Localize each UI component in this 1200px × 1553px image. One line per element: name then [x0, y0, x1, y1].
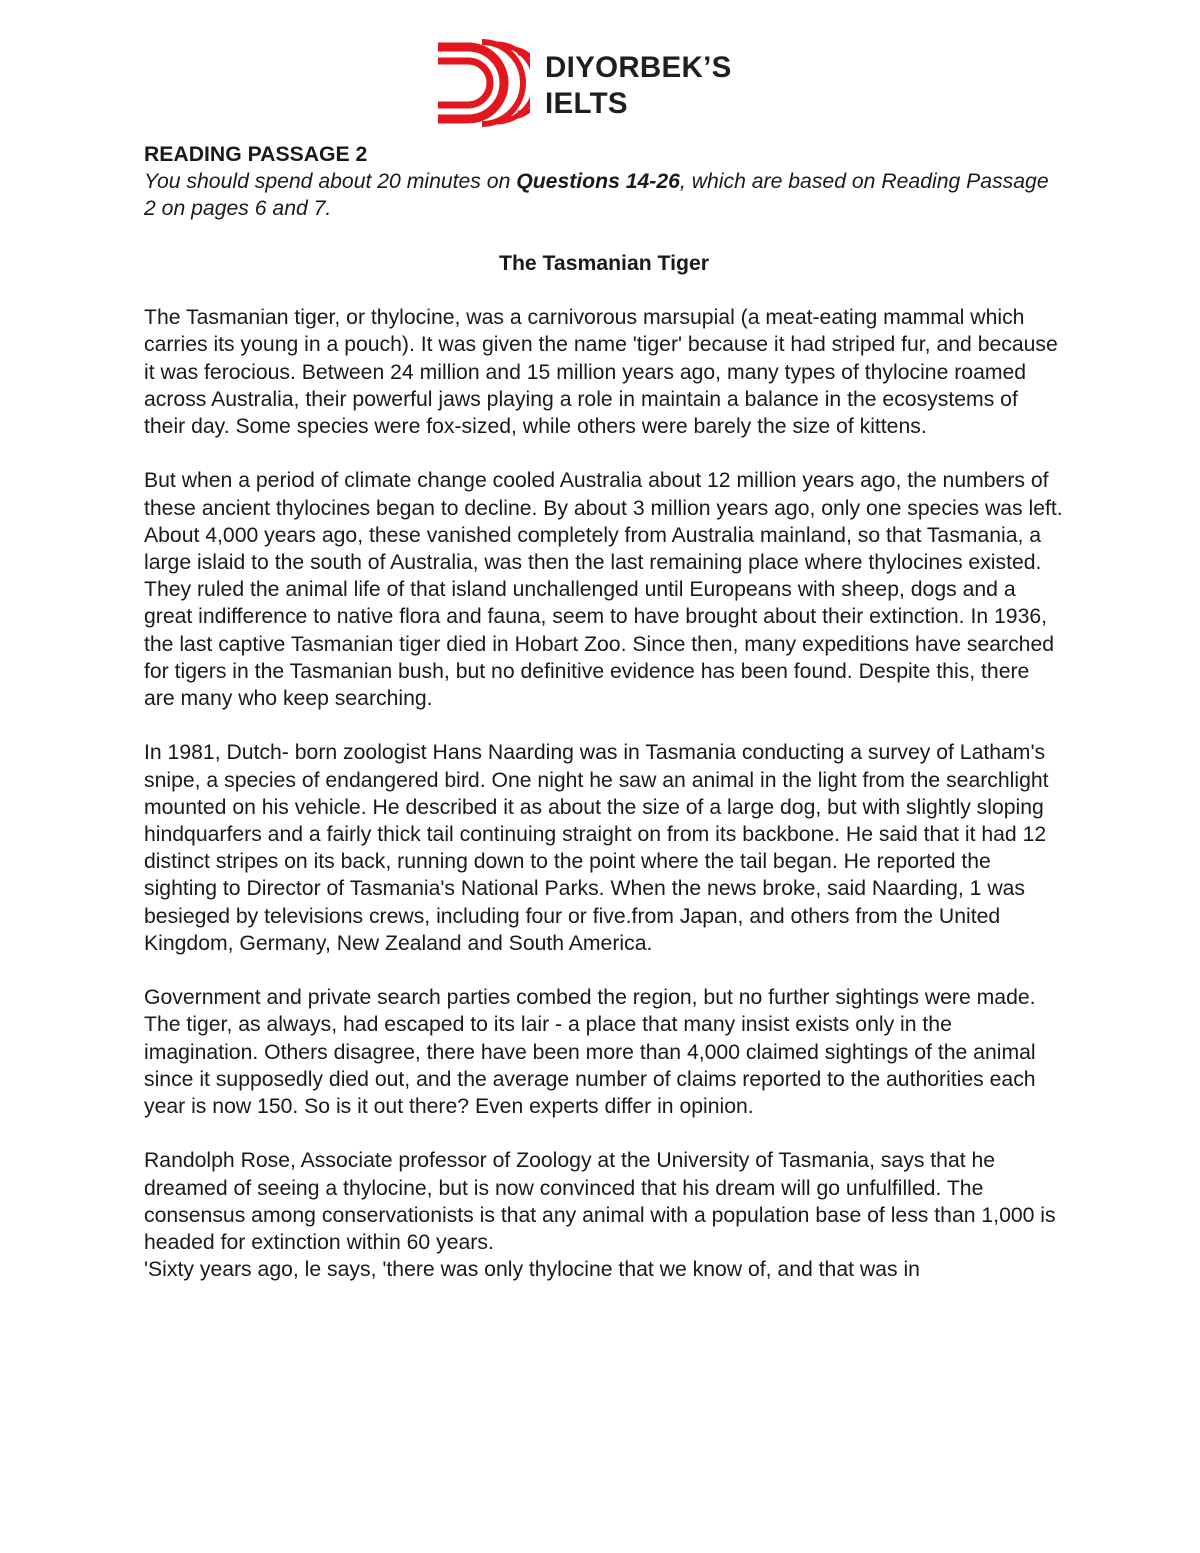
- section-heading: READING PASSAGE 2: [144, 143, 368, 166]
- instruction-before: You should spend about 20 minutes on: [144, 170, 517, 194]
- instruction-text: [144, 168, 1064, 222]
- paragraph-1: The Tasmanian tiger, or thylocine, was a carnivorous marsupial (a meat-eating mammal which carries its young in a pouch). It was given the name 'tiger' because it had striped fur, and because it was ferocious. Between 24 million and 15 million years ago, many types of thylocine roamed across Australia, their powerful jaws playing a role in maintain a balance in the ecosystems of their day. Some species were fox-sized, while others were barely the size of kittens.: [144, 306, 1058, 438]
- brand-logo: [438, 38, 798, 128]
- brand-line-1: DIYORBEK’S: [545, 51, 732, 84]
- instruction-questions: Questions 14-26: [516, 170, 680, 194]
- passage-content: [144, 141, 1064, 1283]
- brand-line-2: IELTS: [545, 87, 628, 120]
- paragraph-3: In 1981, Dutch- born zoologist Hans Naarding was in Tasmania conducting a survey of Latham's snipe, a species of endangered bird. One night he saw an animal in the light from the searchlight mounted on his vehicle. He described it as about the size of a large dog, but with slightly sloping hindquarfers and a fairly thick tail continuing straight on from its backbone. He said that it had 12 distinct stripes on its back, running down to the point where the tail began. He reported the sighting to Director of Tasmania's National Parks. When the news broke, said Naarding, 1 was besieged by televisions crews, including four or five.from Japan, and others from the United Kingdom, Germany, New Zealand and South America.: [144, 741, 1049, 955]
- passage-title: The Tasmanian Tiger: [499, 251, 709, 275]
- stripes-logo-icon: [438, 38, 530, 128]
- brand-name: [545, 50, 732, 122]
- paragraph-6: 'Sixty years ago, le says, 'there was only thylocine that we know of, and that was in: [144, 1258, 920, 1282]
- instruction-after: , which are based on Reading Passage 2 on pages 6 and 7.: [144, 170, 1049, 221]
- paragraph-2: But when a period of climate change cooled Australia about 12 million years ago, the numbers of these ancient thylocines began to decline. By about 3 million years ago, only one species was left. About 4,000 years ago, these vanished completely from Australia mainland, so that Tasmania, a large islaid to the south of Australia, was then the last remaining place where thylocines existed. They ruled the animal life of that island unchallenged until Europeans with sheep, dogs and a great indifference to native flora and fauna, seem to have brought about their extinction. In 1936, the last captive Tasmanian tiger died in Hobart Zoo. Since then, many expeditions have searched for tigers in the Tasmanian bush, but no definitive evidence has been found. Despite this, there are many who keep searching.: [144, 469, 1063, 711]
- paragraph-4: Government and private search parties combed the region, but no further sightings were made. The tiger, as always, had escaped to its lair - a place that many insist exists only in the imagination. Others disagree, there have been more than 4,000 claimed sightings of the animal since it supposedly died out, and the average number of claims reported to the authorities each year is now 150. So is it out there? Even experts differ in opinion.: [144, 986, 1036, 1119]
- paragraph-5: Randolph Rose, Associate professor of Zoology at the University of Tasmania, says that he dreamed of seeing a thylocine, but is now convinced that his dream will go unfulfilled. The consensus among conservationists is that any animal with a population base of less than 1,000 is headed for extinction within 60 years.: [144, 1149, 1056, 1255]
